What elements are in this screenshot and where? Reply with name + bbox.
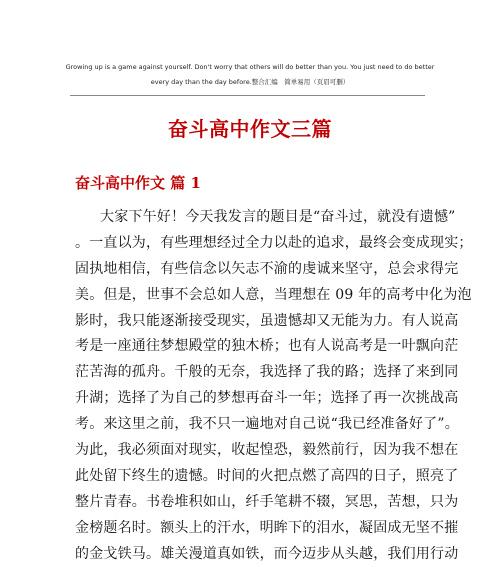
body-line: 美。但是，世事不会总如人意，当理想在 09 年的高考中化为泡: [75, 286, 472, 303]
body-line: 影时，我只能逐渐接受现实，虽遗憾却又无能为力。有人说高: [75, 312, 459, 329]
section-title: 奋斗高中作文 篇 1: [75, 174, 201, 192]
body-line: 升湖；选择了为自己的梦想再奋斗一年；选择了再一次挑战高: [75, 390, 459, 407]
header-quote-line: Growing up is a game against yourself. Don't worry that others will do better than you. You just need to do better: [65, 63, 435, 71]
body-line: 考。来这里之前，我不只一遍地对自己说“我已经准备好了”。: [75, 416, 459, 433]
body-line: 此处留下终生的遗憾。时间的火把点燃了高四的日子，照亮了: [75, 467, 459, 484]
body-line: 茫苦海的孤舟。千般的无奈，我选择了我的路；选择了来到同: [75, 364, 459, 381]
body-line: 的金戈铁马。雄关漫道真如铁，而今迈步从头越，我们用行动: [75, 545, 459, 562]
body-line: 金榜题名时。额头上的汗水，明眸下的泪水，凝固成无坚不摧: [75, 519, 459, 536]
body-line: 考是一座通往梦想殿堂的独木桥；也有人说高考是一叶飘向茫: [75, 338, 459, 355]
header-divider: [70, 95, 425, 96]
header-quote-line-2: every day than the day before.整合汇编 简单易用（页眉可删）: [150, 78, 350, 86]
body-line: 固执地相信，有些信念以矢志不渝的虔诚来坚守，总会求得完: [75, 260, 459, 277]
essay-body: [75, 205, 473, 567]
body-line: 。一直以为，有些理想经过全力以赴的追求，最终会变成现实；: [75, 234, 473, 251]
body-line: 整片青春。书卷堆积如山，纤手笔耕不辍，冥思，苦想，只为: [75, 493, 459, 510]
document-title: 奋斗高中作文三篇: [168, 117, 332, 141]
page-header: [60, 60, 440, 90]
body-line: 大家下午好！今天我发言的题目是“奋斗过，就没有遗憾”: [100, 209, 456, 225]
body-line: 为此，我必须面对现实，收起惶恐，毅然前行，因为我不想在: [75, 442, 459, 459]
